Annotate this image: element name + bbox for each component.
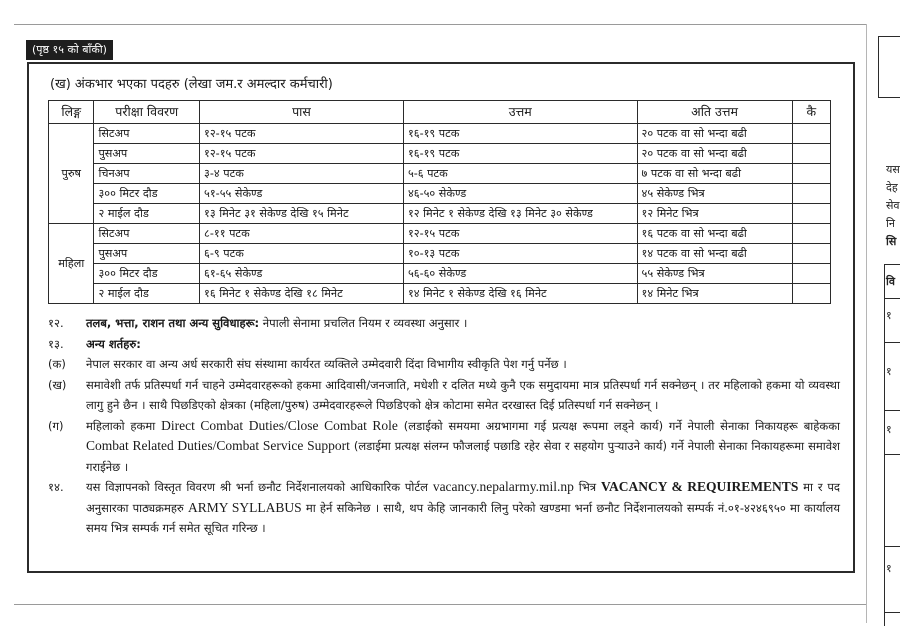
- excellent-cell: १४ मिनेट भित्र: [637, 284, 792, 304]
- clause-number: १४.: [48, 480, 64, 494]
- excellent-cell: १४ पटक वा सो भन्दा बढी: [637, 244, 792, 264]
- excellent-cell: २० पटक वा सो भन्दा बढी: [637, 124, 792, 144]
- table-row: [49, 264, 831, 284]
- table-row: [49, 184, 831, 204]
- adjacent-text: सेव: [886, 199, 900, 212]
- adjacent-table-line: [884, 612, 900, 613]
- clause-number: (ख): [48, 377, 67, 392]
- header-excellent: अति उत्तम: [637, 101, 792, 124]
- adjacent-text: सि: [886, 235, 897, 248]
- pass-cell: ५१-५५ सेकेण्ड: [200, 184, 404, 204]
- pass-cell: ३-४ पटक: [200, 164, 404, 184]
- portal-url-link[interactable]: vacancy.nepalarmy.mil.np: [432, 479, 574, 494]
- adjacent-text: १: [886, 562, 892, 575]
- test-cell: सिटअप: [94, 224, 200, 244]
- clause-role-text: Combat Related Duties/Combat Service Support: [86, 438, 350, 453]
- pass-cell: ६१-६५ सेकेण्ड: [200, 264, 404, 284]
- column-divider: [866, 24, 867, 623]
- pass-cell: १६ मिनेट १ सेकेण्ड देखि १८ मिनेट: [200, 284, 404, 304]
- clause-text: (लडाईको समयमा अग्रभागमा गई प्रत्यक्ष रूपमा लड्ने कार्य) गर्ने नेपाली सेनाका निकायहरू बाहेकका: [403, 418, 841, 433]
- header-remarks: कै: [792, 101, 830, 124]
- clause-ka: [48, 354, 840, 375]
- clause-text: नेपाली सेनामा प्रचलित नियम र व्यवस्था अनुसार ।: [262, 316, 468, 330]
- pass-cell: १३ मिनेट ३१ सेकेण्ड देखि १५ मिनेट: [200, 204, 404, 224]
- army-syllabus-label: ARMY SYLLABUS: [188, 499, 302, 515]
- clause-text: (लडाईमा प्रत्यक्ष संलग्न फौजलाई पछाडि रहेर सेवा र सहयोग पुऱ्याउने कार्य) गर्ने नेपाली सेनाका निकायहरूमा समावेश गराईनेछ ।: [86, 439, 840, 474]
- adjacent-table-line: [884, 342, 900, 343]
- gender-cell-female: महिला: [49, 224, 94, 304]
- table-row: [49, 204, 831, 224]
- clause-text: भित्र: [578, 480, 597, 494]
- continuation-label: (पृष्ठ १५ को बाँकी): [26, 40, 113, 60]
- table-row: [49, 284, 831, 304]
- header-good: उत्तम: [403, 101, 637, 124]
- adjacent-text: वि: [886, 275, 895, 288]
- adjacent-column-fragment: [876, 36, 900, 626]
- clause-number: (क): [48, 357, 66, 371]
- remarks-cell: [792, 144, 830, 164]
- table-row: [49, 224, 831, 244]
- excellent-cell: ४५ सेकेण्ड भित्र: [637, 184, 792, 204]
- clause-14-details: [48, 477, 840, 539]
- pass-cell: ८-११ पटक: [200, 224, 404, 244]
- header-pass: पास: [200, 101, 404, 124]
- vacancy-requirements-label: VACANCY & REQUIREMENTS: [600, 479, 799, 494]
- clause-heading: अन्य शर्तहरु:: [86, 336, 141, 351]
- table-row: [49, 124, 831, 144]
- adjacent-table-line: [884, 546, 900, 547]
- clause-text: महिलाको हकमा: [86, 418, 156, 433]
- good-cell: ५-६ पटक: [403, 164, 637, 184]
- table-row: [49, 244, 831, 264]
- test-cell: ३०० मिटर दौड: [94, 264, 200, 284]
- clause-role-text: Direct Combat Duties/Close Combat Role: [161, 417, 398, 433]
- test-cell: पुसअप: [94, 244, 200, 264]
- adjacent-table-line: [884, 454, 900, 455]
- excellent-cell: १२ मिनेट भित्र: [637, 204, 792, 224]
- excellent-cell: १६ पटक वा सो भन्दा बढी: [637, 224, 792, 244]
- test-cell: पुसअप: [94, 144, 200, 164]
- test-cell: ३०० मिटर दौड: [94, 184, 200, 204]
- table-row: [49, 164, 831, 184]
- adjacent-text: १: [886, 423, 892, 436]
- remarks-cell: [792, 264, 830, 284]
- header-test: परीक्षा विवरण: [94, 101, 200, 124]
- remarks-cell: [792, 124, 830, 144]
- good-cell: १०-१३ पटक: [403, 244, 637, 264]
- excellent-cell: २० पटक वा सो भन्दा बढी: [637, 144, 792, 164]
- good-cell: १६-१९ पटक: [403, 144, 637, 164]
- adjacent-text: देह: [886, 181, 898, 194]
- adjacent-text: नि: [886, 217, 895, 230]
- remarks-cell: [792, 224, 830, 244]
- clause-text: मा र पद अनुसारका पाठ्यक्रमहरु: [86, 480, 840, 515]
- adjacent-table-line: [884, 298, 900, 299]
- excellent-cell: ७ पटक वा सो भन्दा बढी: [637, 164, 792, 184]
- header-gender: लिङ्ग: [49, 101, 94, 124]
- adjacent-table-line: [884, 410, 900, 411]
- clause-heading: तलब, भत्ता, राशन तथा अन्य सुविधाहरू:: [86, 316, 260, 330]
- clause-kha: [48, 375, 840, 416]
- clause-ga: [48, 416, 840, 478]
- good-cell: १२-१५ पटक: [403, 224, 637, 244]
- clause-text: मा हेर्न सकिनेछ । साथै, थप केहि जानकारी लिनु परेको खण्डमा भर्ना छनौट निर्देशनालयको सम्पर्क नं.०१-४२४६९५० मा कार्यालय समय भित्र सम्पर्क गर्न समेत सूचित गरिन्छ ।: [86, 500, 840, 535]
- clause-number: (ग): [48, 418, 64, 433]
- clause-text: समावेशी तर्फ प्रतिस्पर्धा गर्न चाहने उम्मेदवारहरूको हकमा आदिवासी/जनजाति, मधेशी र दलित मध्ये कुनै एक समुदायमा मात्र प्रतिस्पर्धा गर्न सक्नेछन् । तर महिलाको हकमा यो व्यवस्था लागु हुने छैन । साथै पिछडिएको क्षेत्रका (महिला/पुरुष) उम्मेदवारहरूले पिछडिएको क्षेत्र कोटामा समेत दरखास्त दिई प्रतिस्पर्धा गर्न सक्नेछन् ।: [86, 377, 840, 412]
- remarks-cell: [792, 184, 830, 204]
- clause-number: १३.: [48, 336, 64, 351]
- test-cell: चिनअप: [94, 164, 200, 184]
- remarks-cell: [792, 204, 830, 224]
- adjacent-text: १: [886, 365, 892, 378]
- remarks-cell: [792, 284, 830, 304]
- pass-cell: ६-९ पटक: [200, 244, 404, 264]
- remarks-cell: [792, 244, 830, 264]
- good-cell: १६-१९ पटक: [403, 124, 637, 144]
- remarks-cell: [792, 164, 830, 184]
- clause-text: यस विज्ञापनको विस्तृत विवरण श्री भर्ना छनौट निर्देशनालयको आधिकारिक पोर्टल: [86, 480, 428, 494]
- table-row: [49, 144, 831, 164]
- adjacent-text: यस: [886, 163, 900, 176]
- page-bottom-rule: [14, 604, 866, 605]
- adjacent-box: [878, 36, 900, 98]
- good-cell: ५६-६० सेकेण्ड: [403, 264, 637, 284]
- gender-cell-male: पुरुष: [49, 124, 94, 224]
- clauses-list: [48, 313, 840, 539]
- pass-cell: १२-१५ पटक: [200, 144, 404, 164]
- test-cell: २ माईल दौड: [94, 284, 200, 304]
- table-header-row: [49, 101, 831, 124]
- adjacent-table-line: [884, 264, 900, 265]
- clause-number: १२.: [48, 316, 64, 330]
- test-cell: सिटअप: [94, 124, 200, 144]
- test-cell: २ माईल दौड: [94, 204, 200, 224]
- excellent-cell: ५५ सेकेण्ड भित्र: [637, 264, 792, 284]
- fitness-standards-table: [48, 100, 831, 304]
- adjacent-text: १: [886, 309, 892, 322]
- clause-13-other-conditions: [48, 334, 840, 355]
- section-title: (ख) अंकभार भएका पदहरु (लेखा जम.र अमल्दार कर्मचारी): [50, 77, 333, 92]
- pass-cell: १२-१५ पटक: [200, 124, 404, 144]
- page-top-rule: [14, 24, 866, 25]
- good-cell: ४६-५० सेकेण्ड: [403, 184, 637, 204]
- clause-text: नेपाल सरकार वा अन्य अर्ध सरकारी संघ संस्थामा कार्यरत व्यक्तिले उम्मेदवारी दिंदा विभागीय स्वीकृति पेश गर्नु पर्नेछ ।: [86, 357, 567, 371]
- good-cell: १४ मिनेट १ सेकेण्ड देखि १६ मिनेट: [403, 284, 637, 304]
- clause-12-salary: [48, 313, 840, 334]
- good-cell: १२ मिनेट १ सेकेण्ड देखि १३ मिनेट ३० सेकेण्ड: [403, 204, 637, 224]
